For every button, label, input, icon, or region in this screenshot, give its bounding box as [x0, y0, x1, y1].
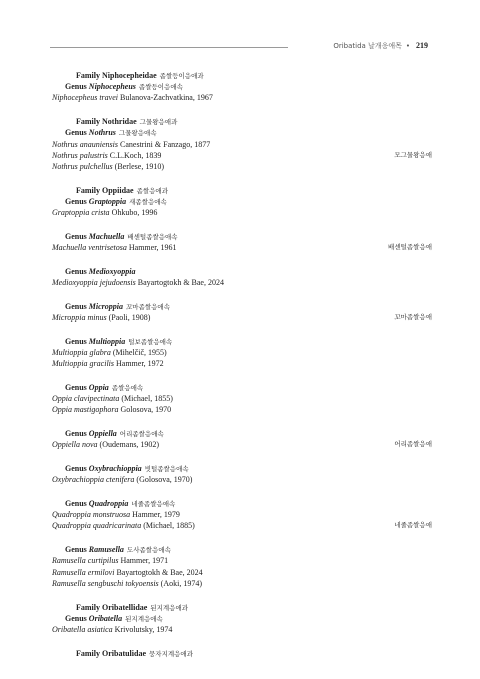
species-author: Bayartogtokh & Bae, 2024 — [137, 278, 224, 287]
species-entry — [52, 242, 432, 253]
genus-label: Genus — [65, 196, 87, 206]
species-name: Niphocepheus travei — [52, 93, 118, 103]
species-author: C.L.Koch, 1839 — [109, 150, 162, 160]
family-korean-name: 좁쌀등이응애과 — [159, 72, 204, 80]
species-name: Medioxyoppia jejudoensis — [52, 278, 136, 287]
species-entry — [52, 312, 432, 323]
genus-heading — [52, 613, 432, 624]
species-entry — [52, 509, 432, 520]
species-entry — [52, 277, 432, 288]
genus-korean-name: 도사좀쌀응애속 — [126, 546, 171, 555]
family-korean-name: 좀쌀응애과 — [136, 186, 168, 195]
species-author: (Golosova, 1970) — [136, 475, 193, 485]
genus-heading — [52, 336, 432, 347]
genus-label: Genus — [65, 336, 87, 346]
family-korean-name: 그물왕응애과 — [139, 118, 178, 127]
genus-name: Niphocepheus — [88, 82, 136, 92]
species-author: (Oudemans, 1902) — [99, 440, 160, 450]
species-entry — [52, 578, 432, 589]
header-separator: • — [405, 42, 410, 50]
family-korean-name: 된지계응애과 — [150, 603, 189, 612]
species-entry — [52, 92, 432, 103]
family-label: Family — [76, 602, 100, 612]
family-heading — [52, 70, 432, 81]
species-entry — [52, 520, 432, 531]
genus-heading — [52, 81, 432, 92]
genus-name: Oppia — [88, 382, 109, 392]
species-entry — [52, 555, 432, 566]
taxonomy-list — [52, 70, 432, 671]
family-name: Oppiidae — [102, 185, 134, 195]
species-korean-name: 어리좀쌀응애 — [394, 440, 432, 449]
species-entry — [52, 161, 432, 172]
genus-heading — [52, 196, 432, 207]
genus-heading — [52, 301, 432, 312]
taxon-block — [52, 266, 432, 288]
genus-name: Multioppia — [88, 336, 126, 346]
genus-korean-name: 좀쌀응애속 — [111, 383, 144, 392]
genus-korean-name: 빗털좀쌀응애속 — [144, 465, 189, 474]
genus-name: Graptoppia — [88, 196, 127, 206]
genus-label: Genus — [65, 128, 87, 138]
species-author: Hammer, 1961 — [128, 243, 177, 253]
species-korean-name: 배센털좀쌀응애 — [388, 243, 432, 252]
species-korean-name: 꼬마좀쌀응애 — [394, 312, 432, 321]
genus-heading — [52, 498, 432, 509]
species-name: Quadroppia quadricarinata — [52, 521, 142, 531]
species-author: Hammer, 1979 — [132, 510, 180, 520]
species-name: Quadroppia monstruosa — [52, 510, 131, 520]
genus-name: Medioxyoppia — [88, 266, 136, 276]
species-name: Ramusella sengbuschi tokyoensis — [52, 578, 159, 588]
genus-heading — [52, 266, 432, 277]
species-author: (Mihelčič, 1955) — [112, 347, 167, 357]
family-label: Family — [76, 71, 100, 80]
genus-korean-name: 꼬마좀쌀응애속 — [126, 302, 170, 311]
family-name: Oribatellidae — [102, 602, 148, 612]
genus-label: Genus — [65, 429, 87, 439]
taxon-block — [52, 602, 432, 636]
species-entry — [52, 358, 432, 369]
taxon-block — [52, 498, 432, 532]
species-author: Golosova, 1970 — [120, 405, 172, 415]
species-name: Oppia mastigophora — [52, 405, 119, 415]
species-name: Nothrus palustris — [52, 150, 108, 160]
page-number: 219 — [416, 41, 428, 50]
genus-label: Genus — [65, 613, 87, 623]
family-heading — [52, 185, 432, 196]
family-heading — [52, 648, 432, 659]
taxon-block — [52, 382, 432, 416]
taxon-block — [52, 544, 432, 589]
species-name: Oppia clavipectinata — [52, 394, 120, 404]
species-author: Hammer, 1971 — [120, 556, 169, 566]
genus-label: Genus — [65, 301, 87, 311]
species-entry — [52, 404, 432, 415]
genus-name: Ramusella — [88, 545, 124, 555]
species-author: (Paoli, 1908) — [108, 312, 151, 322]
species-author: Canestrini & Fanzago, 1877 — [120, 139, 211, 149]
genus-korean-name: 된지계응애속 — [125, 614, 163, 623]
species-name: Multioppia gracilis — [52, 359, 114, 369]
species-name: Ramusella curtipilus — [52, 556, 119, 566]
species-entry — [52, 393, 432, 404]
taxon-block — [52, 70, 432, 104]
species-korean-name: 모그물왕응애 — [394, 150, 432, 159]
species-entry — [52, 474, 432, 485]
species-author: Hammer, 1972 — [116, 359, 164, 369]
species-author: (Michael, 1885) — [143, 521, 195, 531]
species-entry — [52, 150, 432, 161]
genus-name: Oppiella — [88, 429, 117, 439]
family-name: Nothridae — [102, 117, 137, 127]
species-author: Ohkubo, 1996 — [111, 208, 158, 218]
species-name: Machuella ventrisetosa — [52, 243, 127, 253]
header-text — [333, 41, 428, 51]
species-author: Krivolutsky, 1974 — [114, 624, 173, 634]
genus-name: Oxybrachioppia — [88, 464, 142, 474]
genus-korean-name: 새좀쌀응애속 — [129, 197, 167, 206]
genus-name: Quadroppia — [88, 499, 129, 508]
taxon-block — [52, 428, 432, 450]
species-author: (Berlese, 1910) — [114, 161, 164, 171]
genus-korean-name: 배센털좀쌀응애속 — [127, 232, 178, 241]
genus-name: Oribatella — [88, 613, 123, 623]
species-name: Oxybrachioppia ctenifera — [52, 475, 135, 485]
genus-heading — [52, 382, 432, 393]
species-name: Nothrus anauniensis — [52, 139, 119, 149]
species-entry — [52, 439, 432, 450]
genus-label: Genus — [65, 231, 87, 241]
taxon-block — [52, 116, 432, 172]
family-label: Family — [76, 117, 100, 127]
taxon-block — [52, 231, 432, 253]
species-name: Ramusella ermilovi — [52, 567, 115, 577]
taxon-block — [52, 185, 432, 219]
genus-name: Microppia — [88, 301, 124, 311]
genus-heading — [52, 463, 432, 474]
genus-korean-name: 어리좀쌀응애속 — [119, 430, 164, 439]
taxon-block — [52, 336, 432, 370]
family-heading — [52, 602, 432, 613]
species-author: Bayartogtokh & Bae, 2024 — [116, 567, 203, 577]
species-entry — [52, 567, 432, 578]
genus-korean-name: 네줄좀쌀응애속 — [131, 500, 176, 508]
species-name: Multioppia glabra — [52, 347, 111, 357]
header-section-title: Oribatida 날개응애목 — [333, 42, 402, 50]
taxon-block — [52, 463, 432, 485]
genus-korean-name: 털보좀쌀응애속 — [128, 337, 173, 346]
species-entry — [52, 624, 432, 635]
species-name: Oribatella asiatica — [52, 624, 113, 634]
genus-name: Nothrus — [88, 128, 116, 138]
family-name: Niphocepheidae — [102, 71, 157, 80]
genus-korean-name: 좁쌀등이응애속 — [138, 83, 183, 92]
species-author: (Michael, 1855) — [121, 394, 173, 404]
genus-heading — [52, 428, 432, 439]
genus-korean-name: 그물왕응애속 — [118, 129, 157, 138]
taxon-block — [52, 648, 432, 659]
species-korean-name: 네줄좀쌀응애 — [394, 521, 432, 530]
genus-name: Machuella — [88, 231, 125, 241]
species-entry — [52, 207, 432, 218]
genus-heading — [52, 127, 432, 138]
genus-label: Genus — [65, 464, 87, 474]
genus-label: Genus — [65, 382, 87, 392]
family-name: Oribatulidae — [102, 648, 147, 658]
genus-label: Genus — [65, 499, 87, 508]
family-label: Family — [76, 185, 100, 195]
species-entry — [52, 139, 432, 150]
species-name: Nothrus pulchellus — [52, 161, 113, 171]
genus-heading — [52, 544, 432, 555]
taxon-block — [52, 301, 432, 323]
species-name: Graptoppia crista — [52, 208, 110, 218]
genus-label: Genus — [65, 82, 87, 92]
species-name: Microppia minus — [52, 312, 107, 322]
family-label: Family — [76, 648, 100, 658]
species-entry — [52, 347, 432, 358]
genus-label: Genus — [65, 266, 87, 276]
header-rule — [50, 47, 288, 48]
species-author: (Aoki, 1974) — [160, 578, 202, 588]
genus-heading — [52, 231, 432, 242]
species-name: Oppiella nova — [52, 440, 98, 450]
genus-label: Genus — [65, 545, 87, 555]
family-heading — [52, 116, 432, 127]
running-header — [50, 41, 428, 53]
species-author: Bulanova-Zachvatkina, 1967 — [119, 93, 213, 103]
family-korean-name: 뭉자지계응애과 — [149, 649, 193, 658]
